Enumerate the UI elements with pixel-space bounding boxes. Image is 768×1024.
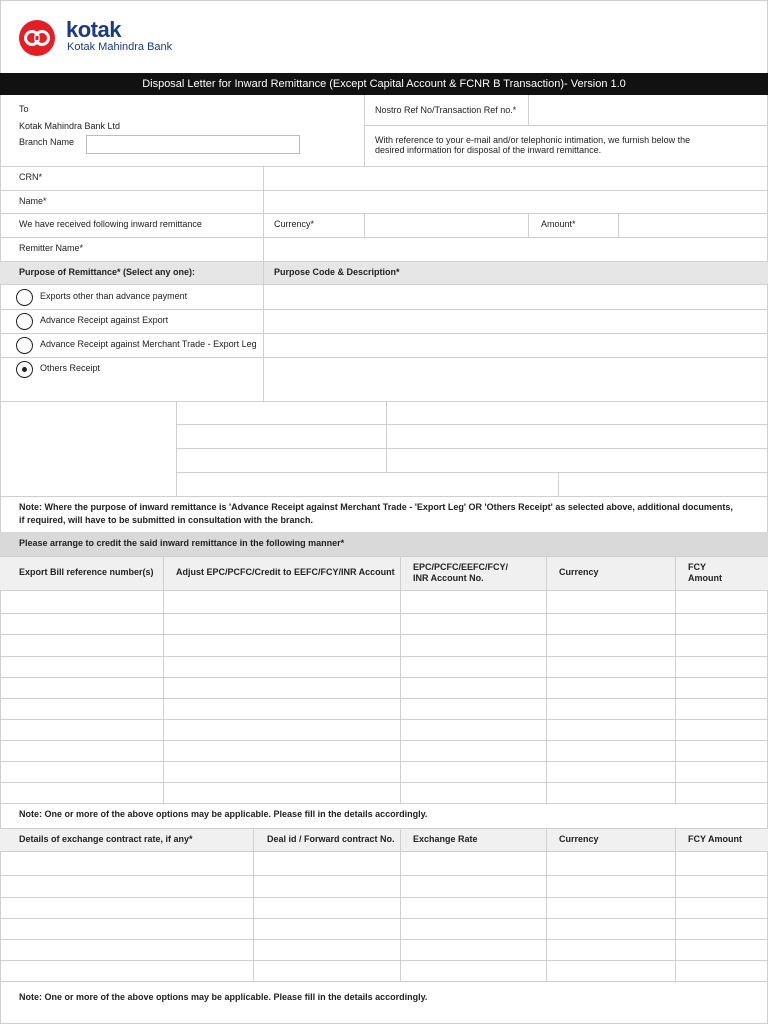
purpose-radio-merchant-trade[interactable] (16, 337, 33, 354)
purpose-code-input-4[interactable] (264, 358, 768, 401)
kotak-logo-icon (18, 19, 56, 57)
crn-input[interactable] (264, 167, 768, 190)
col-exchange-rate: Exchange Rate (413, 834, 478, 844)
nostro-ref-label: Nostro Ref No/Transaction Ref no.* (375, 105, 517, 115)
purpose-radio-exports[interactable] (16, 289, 33, 306)
remitter-name-label: Remitter Name* (19, 243, 84, 253)
currency-label: Currency* (274, 219, 315, 229)
purpose-radio-others[interactable] (16, 361, 33, 378)
currency-input[interactable] (365, 214, 528, 237)
col-fcy-amount: FCY Amount (688, 834, 742, 844)
purpose-radio-advance-export[interactable] (16, 313, 33, 330)
col-account-no-line2: INR Account No. (413, 573, 484, 583)
branch-name-label: Branch Name (19, 137, 75, 147)
form-title: Disposal Letter for Inward Remittance (Except Capital Account & FCNR B Transaction)- Version 1.0 (142, 78, 626, 90)
bank-name-logo: Kotak Mahindra Bank (67, 41, 173, 53)
received-remittance-label: We have received following inward remittance (19, 219, 202, 229)
note-options-applicable-bottom: Note: One or more of the above options may be applicable. Please fill in the details accordingly. (19, 992, 428, 1002)
purpose-header-left: Purpose of Remittance* (Select any one): (19, 267, 196, 277)
purpose-code-input-3[interactable] (264, 334, 768, 357)
note-merchant-trade-line2: if required, will have to be submitted in consultation with the branch. (19, 515, 314, 525)
to-label: To (19, 104, 29, 114)
col-fcy-line2: Amount (688, 573, 722, 583)
col-exchange-currency: Currency (559, 834, 599, 844)
note-merchant-trade-line1: Note: Where the purpose of inward remittance is 'Advance Receipt against Merchant Trade - 'Export Leg' OR 'Others Receipt' as selected above, additional documents, (19, 502, 733, 512)
purpose-option-label: Exports other than advance payment (40, 291, 188, 301)
purpose-option-label: Advance Receipt against Export (40, 315, 169, 325)
col-deal-id: Deal id / Forward contract No. (267, 834, 395, 844)
remitter-name-input[interactable] (264, 238, 768, 261)
radio-selected-dot (22, 367, 27, 372)
col-fcy-line1: FCY (688, 562, 706, 572)
branch-name-input[interactable] (86, 135, 300, 154)
purpose-option-label: Others Receipt (40, 363, 101, 373)
addressee-bank: Kotak Mahindra Bank Ltd (19, 121, 121, 131)
name-input[interactable] (264, 191, 768, 213)
amount-input[interactable] (619, 214, 768, 237)
reference-text-line2: desired information for disposal of the inward remittance. (375, 145, 602, 155)
purpose-code-input-1[interactable] (264, 285, 768, 309)
name-label: Name* (19, 196, 47, 206)
kotak-logo (18, 18, 188, 58)
purpose-header-right: Purpose Code & Description* (274, 267, 400, 277)
reference-text-line1: With reference to your e-mail and/or telephonic intimation, we furnish below the (375, 135, 691, 145)
kotak-wordmark: kotak (66, 17, 121, 42)
purpose-code-input-2[interactable] (264, 310, 768, 333)
note-options-applicable: Note: One or more of the above options may be applicable. Please fill in the details accordingly. (19, 809, 428, 819)
nostro-ref-input[interactable] (529, 96, 767, 125)
amount-label: Amount* (541, 219, 576, 229)
col-adjust-account: Adjust EPC/PCFC/Credit to EEFC/FCY/INR Account (176, 567, 395, 577)
col-export-bill-ref: Export Bill reference number(s) (19, 567, 154, 577)
crn-label: CRN* (19, 172, 43, 182)
purpose-option-label: Advance Receipt against Merchant Trade - Export Leg (40, 339, 257, 349)
col-currency: Currency (559, 567, 599, 577)
col-exchange-details: Details of exchange contract rate, if any* (19, 834, 193, 844)
col-account-no-line1: EPC/PCFC/EEFC/FCY/ (413, 562, 509, 572)
credit-instruction: Please arrange to credit the said inward remittance in the following manner* (19, 538, 345, 548)
